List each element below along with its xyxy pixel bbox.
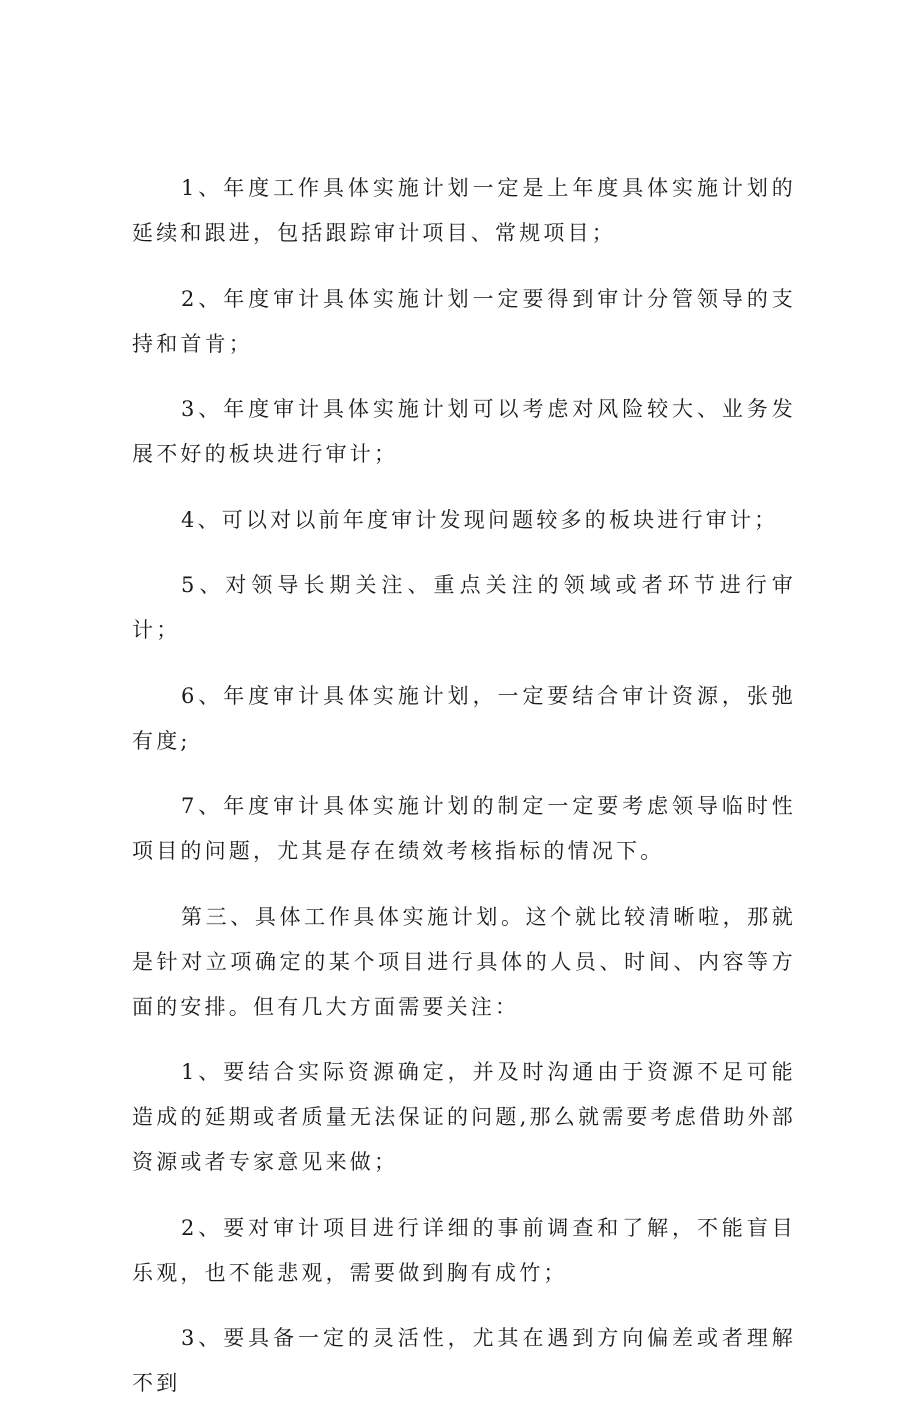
paragraph-item-7: 7、年度审计具体实施计划的制定一定要考虑领导临时性项目的问题，尤其是存在绩效考核指标的情况下。 (132, 794, 796, 863)
paragraph-item-2: 2、年度审计具体实施计划一定要得到审计分管领导的支持和首肯； (132, 286, 796, 356)
concern-item-1: 1、要结合实际资源确定，并及时沟通由于资源不足可能造成的延期或者质量无法保证的问题,那么就需要考虑借助外部资源或者专家意见来做； (132, 1060, 796, 1174)
section-three-intro: 第三、具体工作具体实施计划。这个就比较清晰啦，那就是针对立项确定的某个项目进行具体的人员、时间、内容等方面的安排。但有几大方面需要关注： (132, 904, 796, 1019)
paragraph-item-3: 3、年度审计具体实施计划可以考虑对风险较大、业务发展不好的板块进行审计； (132, 397, 796, 466)
paragraph-item-4: 4、可以对以前年度审计发现问题较多的板块进行审计； (181, 507, 779, 532)
concern-item-2: 2、要对审计项目进行详细的事前调查和了解，不能盲目乐观，也不能悲观，需要做到胸有成竹； (132, 1215, 796, 1285)
concern-item-3: 3、要具备一定的灵活性，尤其在遇到方向偏差或者理解不到 (132, 1326, 796, 1395)
document-body (132, 166, 796, 1427)
paragraph-item-6: 6、年度审计具体实施计划，一定要结合审计资源，张弛有度; (132, 683, 796, 753)
paragraph-item-5: 5、对领导长期关注、重点关注的领域或者环节进行审计； (132, 573, 796, 642)
paragraph-item-1: 1、年度工作具体实施计划一定是上年度具体实施计划的延续和跟进，包括跟踪审计项目、常规项目； (132, 176, 796, 245)
